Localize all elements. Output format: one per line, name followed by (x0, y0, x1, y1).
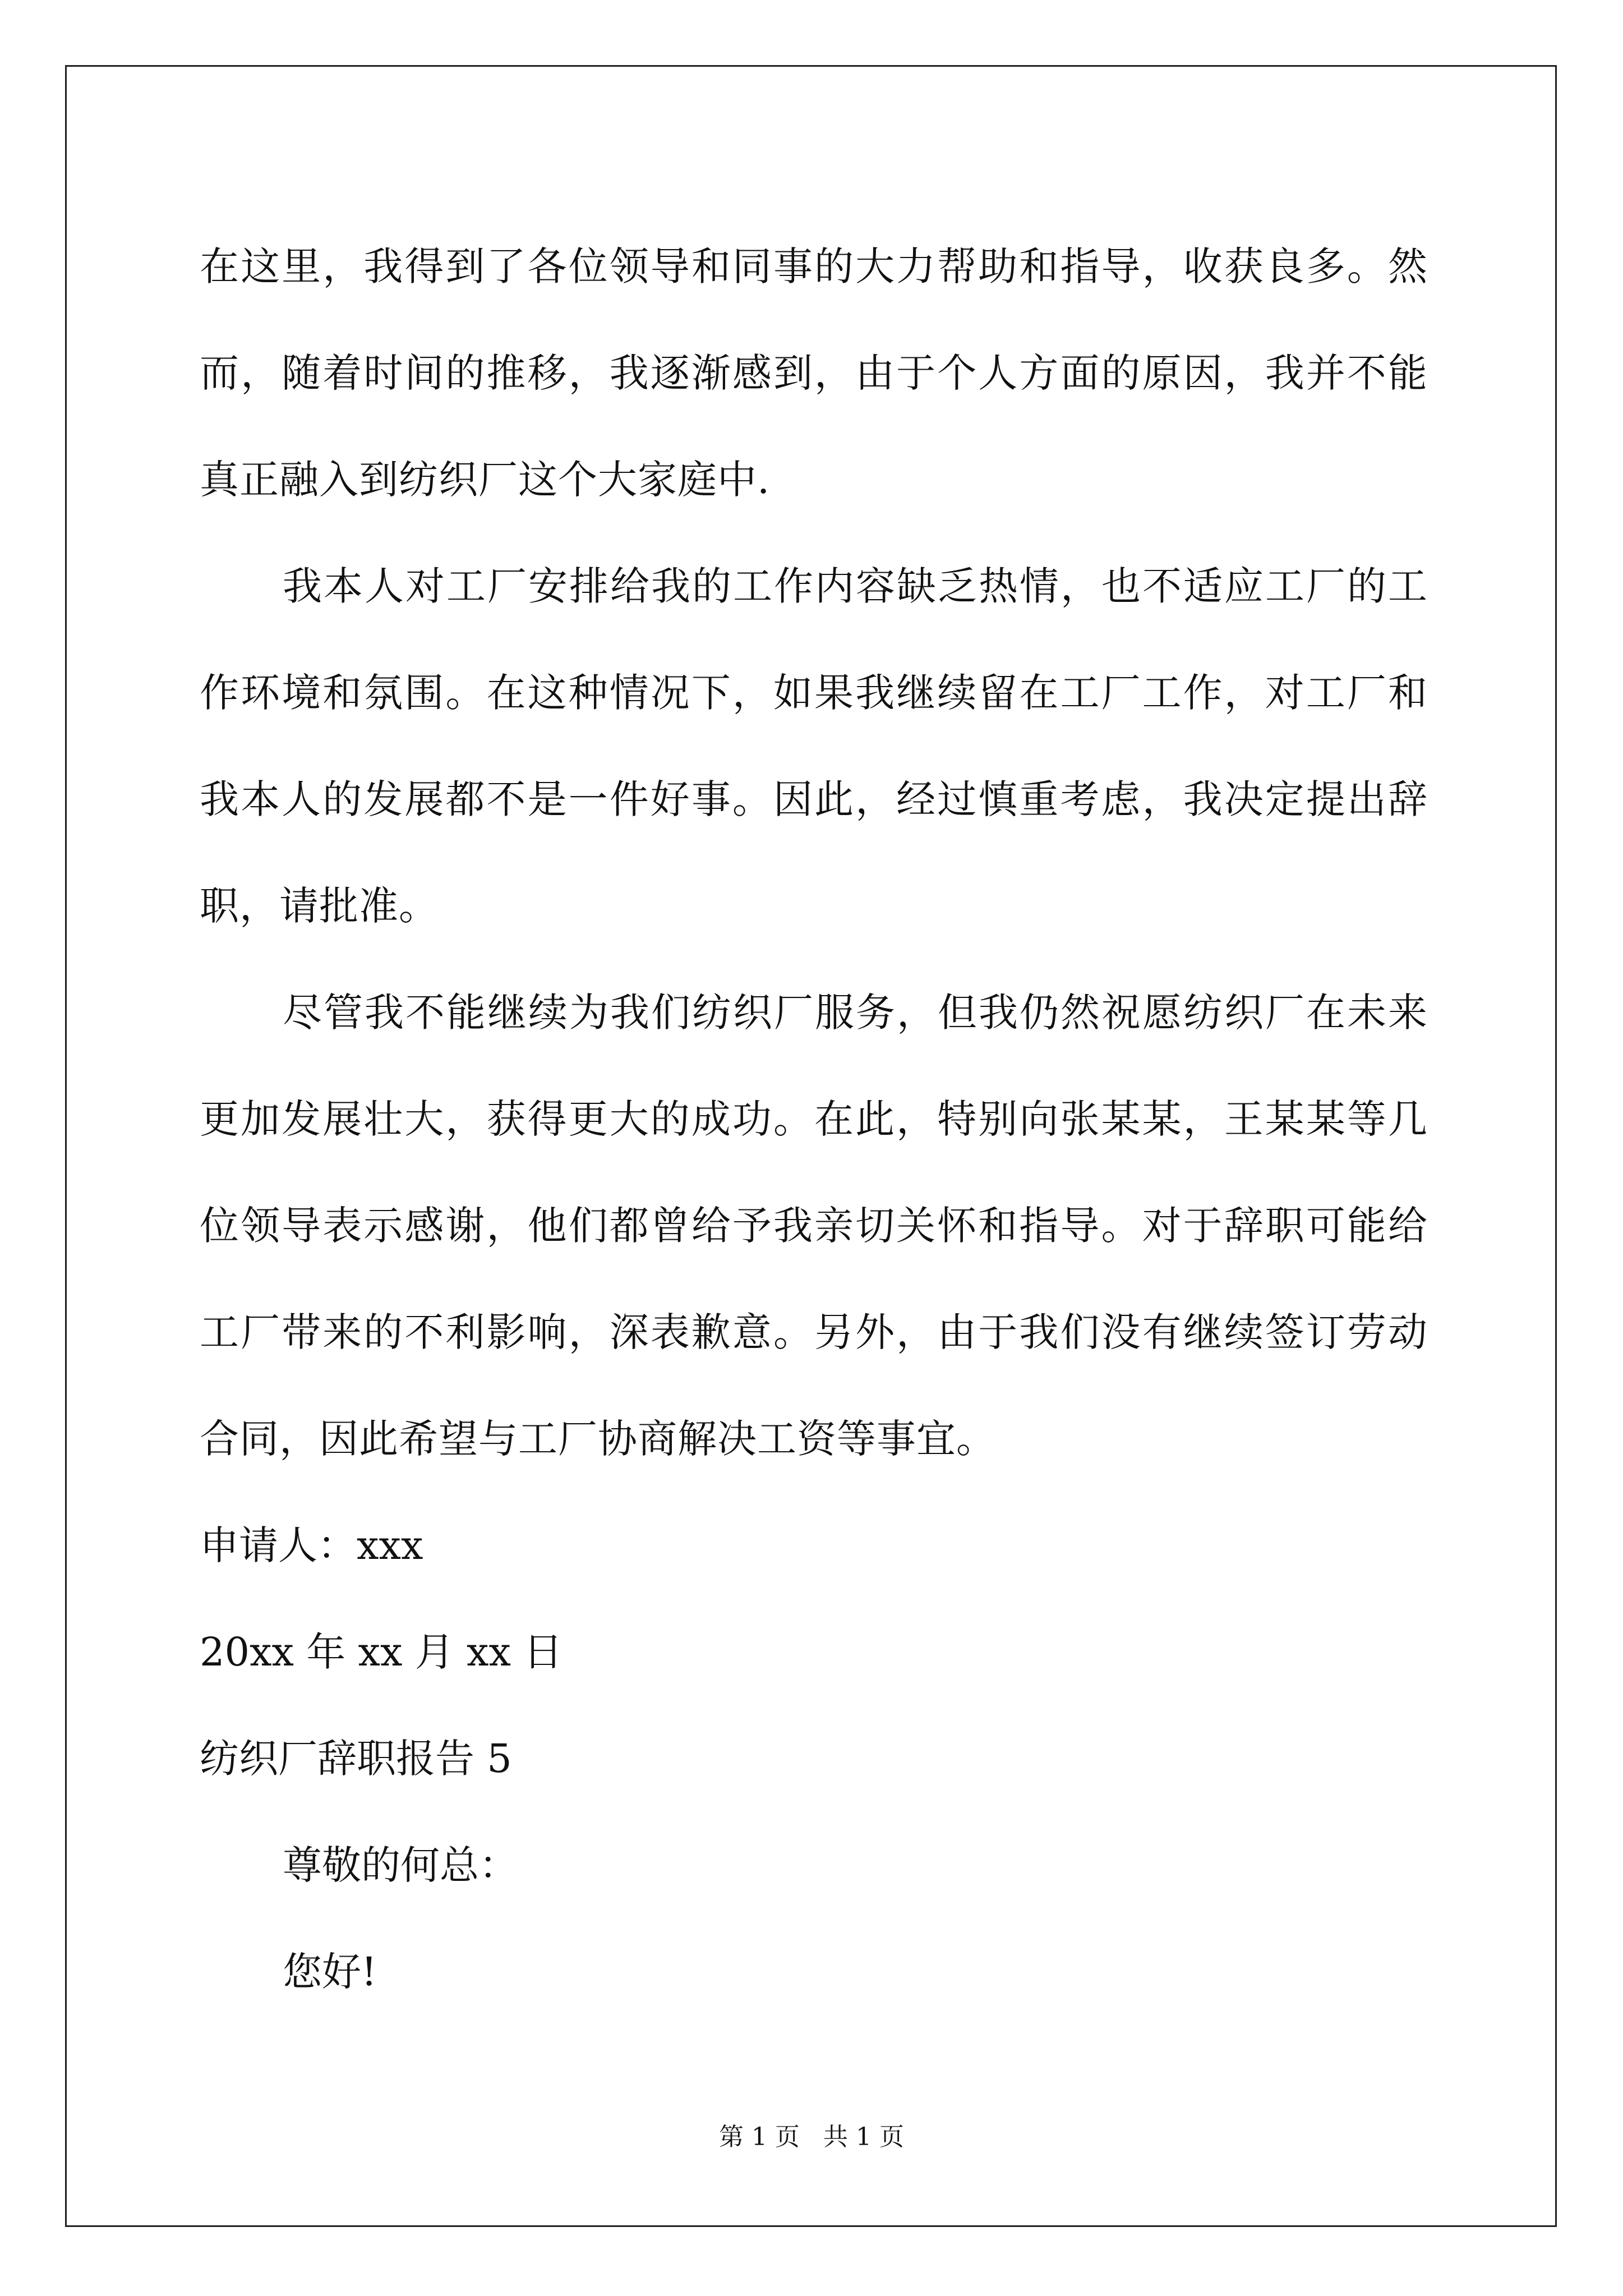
applicant-line: 申请人：xxx (200, 1522, 423, 1568)
greeting: 您好! (283, 1949, 377, 1995)
paragraph-2: 我本人对工厂安排给我的工作内容缺乏热情，也不适应工厂的工作环境和氛围。在这种情况下，如果我继续留在工厂工作，对工厂和我本人的发展都不是一件好事。因此，经过慎重考虑，我决定提出辞职，请批准。 (200, 563, 1428, 929)
page-footer (0, 2120, 1623, 2154)
report-title: 纺织厂辞职报告 5 (200, 1736, 512, 1782)
date-line: 20xx 年 xx 月 xx 日 (200, 1629, 563, 1675)
document-body (200, 213, 1428, 2025)
page-number: 第 1 页 (719, 2123, 800, 2151)
paragraph-3: 尽管我不能继续为我们纺织厂服务，但我仍然祝愿纺织厂在未来更加发展壮大，获得更大的成功。在此，特别向张某某，王某某等几位领导表示感谢，他们都曾给予我亲切关怀和指导。对于辞职可能给工厂带来的不利影响，深表歉意。另外，由于我们没有继续签订劳动合同，因此希望与工厂协商解决工资等事宜。 (200, 990, 1428, 1462)
paragraph-1: 在这里，我得到了各位领导和同事的大力帮助和指导，收获良多。然而，随着时间的推移，我逐渐感到，由于个人方面的原因，我并不能真正融入到纺织厂这个大家庭中. (200, 243, 1428, 503)
salutation: 尊敬的何总： (283, 1842, 518, 1888)
page-total: 共 1 页 (823, 2123, 904, 2151)
